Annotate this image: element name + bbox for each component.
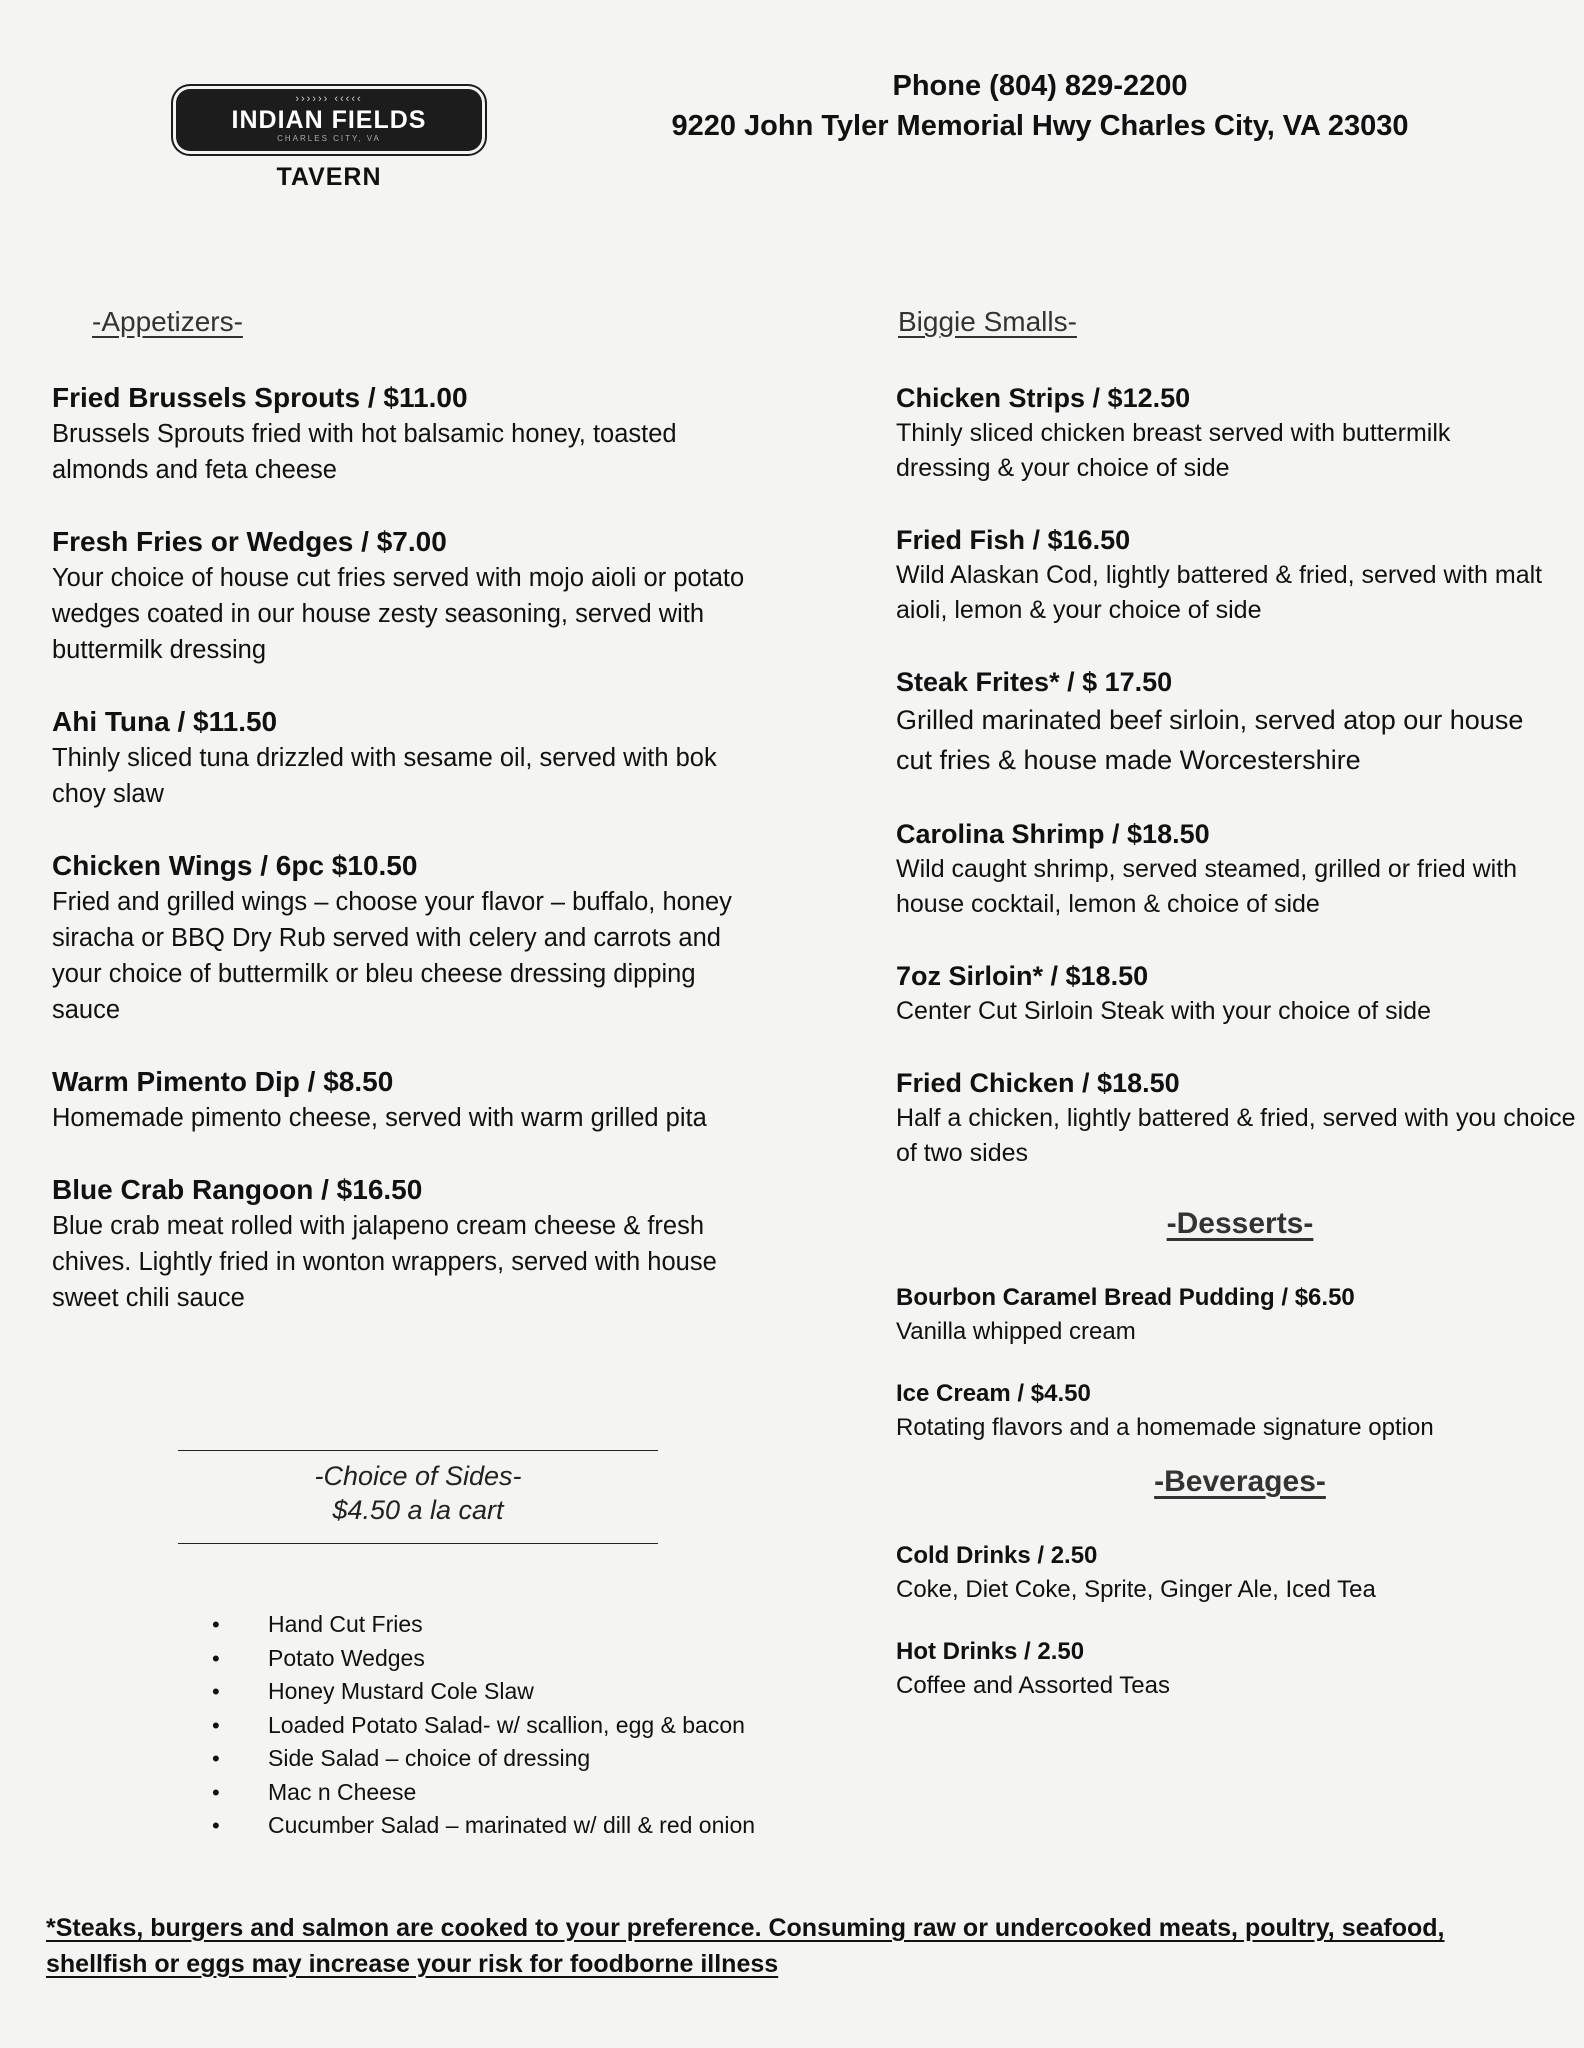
item-name: Ice Cream / $4.50 [896,1380,1091,1407]
item-description: Half a chicken, lightly battered & fried, served with you choice of two sides [896,1104,1576,1167]
item-description: Center Cut Sirloin Steak with your choice of side [896,997,1431,1025]
menu-item [896,958,1584,1029]
item-name: Cold Drinks / 2.50 [896,1542,1098,1569]
item-name: Blue Crab Rangoon / $16.50 [52,1174,423,1205]
logo-arrows: ›››››› ‹‹‹‹‹ [295,93,363,105]
menu-item [52,1172,792,1316]
list-item: • Mac n Cheese [212,1776,755,1810]
item-description: Rotating flavors and a homemade signature option [896,1414,1434,1441]
item-name: Fried Fish / $16.50 [896,525,1131,555]
item-description: Grilled marinated beef sirloin, served atop our house cut fries & house made Worcestershire [896,705,1524,775]
menu-item [52,1064,792,1136]
menu-item [52,380,792,488]
contact-info [600,66,1480,146]
list-item: • Potato Wedges [212,1642,755,1676]
menu-item [896,380,1584,486]
item-name: Chicken Wings / 6pc $10.50 [52,850,418,881]
menu-item [896,1539,1584,1607]
logo-location: CHARLES CITY, VA [277,134,381,143]
desserts-title: -Desserts- [1166,1207,1314,1240]
list-item: • Hand Cut Fries [212,1608,755,1642]
sides-header-box [178,1450,658,1544]
item-name: Chicken Strips / $12.50 [896,383,1191,413]
item-description: Thinly sliced tuna drizzled with sesame oil, served with bok choy slaw [52,744,717,808]
item-name: Fried Brussels Sprouts / $11.00 [52,382,468,413]
item-description: Wild Alaskan Cod, lightly battered & fried, served with malt aioli, lemon & your choice of side [896,561,1543,624]
logo-name: INDIAN FIELDS [231,106,427,134]
menu-item [896,664,1584,780]
item-description: Your choice of house cut fries served with mojo aioli or potato wedges coated in our house zesty seasoning, served with buttermilk dressing [52,564,745,664]
sides-title: -Choice of Sides- [314,1461,522,1491]
sides-heading [178,1451,658,1543]
item-description: Wild caught shrimp, served steamed, grilled or fried with house cocktail, lemon & choice of side [896,855,1518,918]
item-description: Brussels Sprouts fried with hot balsamic honey, toasted almonds and feta cheese [52,420,677,484]
item-name: Fried Chicken / $18.50 [896,1068,1180,1098]
appetizers-title: -Appetizers- [92,306,243,337]
item-name: 7oz Sirloin* / $18.50 [896,961,1149,991]
menu-item [896,1377,1584,1445]
item-description: Fried and grilled wings – choose your flavor – buffalo, honey siracha or BBQ Dry Rub served with celery and carrots and your choice of buttermilk or bleu cheese dressing dipping sauce [52,888,732,1024]
menu-item [896,816,1584,922]
food-safety-disclaimer: *Steaks, burgers and salmon are cooked to your preference. Consuming raw or undercooked meats, poultry, seafood, shellfish or eggs may increase your risk for foodborne illness [46,1914,1445,1978]
logo-badge [176,89,482,151]
menu-item [896,1635,1584,1703]
appetizers-section [52,306,792,1352]
item-name: Carolina Shrimp / $18.50 [896,819,1210,849]
list-item: • Side Salad – choice of dressing [212,1742,755,1776]
item-name: Fresh Fries or Wedges / $7.00 [52,526,447,557]
item-description: Blue crab meat rolled with jalapeno cream cheese & fresh chives. Lightly fried in wonton wrappers, served with house sweet chili sauce [52,1212,717,1312]
biggie-smalls-title: Biggie Smalls- [898,306,1077,337]
list-item: • Loaded Potato Salad- w/ scallion, egg & bacon [212,1709,755,1743]
item-description: Vanilla whipped cream [896,1318,1136,1345]
menu-item [52,704,792,812]
menu-item [896,1065,1584,1171]
list-item: • Honey Mustard Cole Slaw [212,1675,755,1709]
item-description: Homemade pimento cheese, served with warm grilled pita [52,1104,707,1132]
divider [178,1543,658,1544]
item-name: Warm Pimento Dip / $8.50 [52,1066,394,1097]
menu-item [52,524,792,668]
menu-item [52,848,792,1028]
item-name: Ahi Tuna / $11.50 [52,706,278,737]
item-name: Bourbon Caramel Bread Pudding / $6.50 [896,1284,1355,1311]
right-column [896,306,1584,1739]
logo-tavern: TAVERN [276,163,382,191]
item-description: Coffee and Assorted Teas [896,1672,1170,1699]
menu-item [896,522,1584,628]
item-name: Hot Drinks / 2.50 [896,1638,1085,1665]
item-description: Coke, Diet Coke, Sprite, Ginger Ale, Iced Tea [896,1576,1376,1603]
address: 9220 John Tyler Memorial Hwy Charles City, VA 23030 [671,110,1409,142]
item-description: Thinly sliced chicken breast served with buttermilk dressing & your choice of side [896,419,1451,482]
beverages-title: -Beverages- [1154,1465,1326,1498]
menu-item [896,1281,1584,1349]
sides-price: $4.50 a la cart [332,1495,504,1525]
item-name: Steak Frites* / $ 17.50 [896,667,1173,697]
sides-list [212,1608,755,1843]
phone-number: Phone (804) 829-2200 [892,70,1188,102]
restaurant-logo [176,89,482,207]
list-item: • Cucumber Salad – marinated w/ dill & red onion [212,1809,755,1843]
